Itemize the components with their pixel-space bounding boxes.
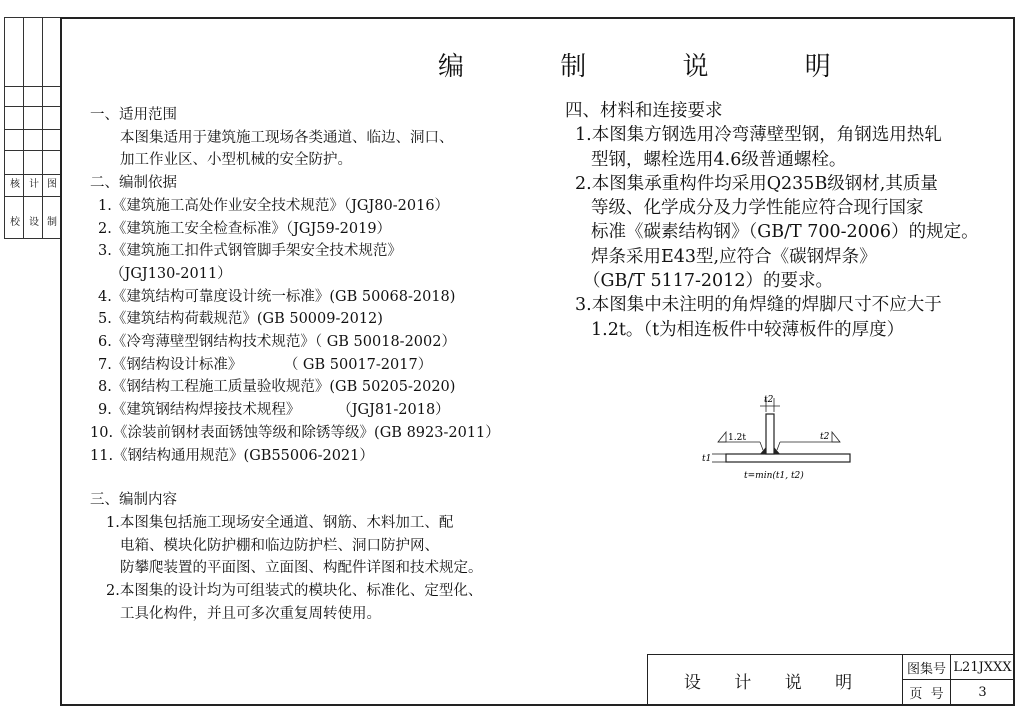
title-block <box>647 654 1014 705</box>
fillet-weld-diagram <box>700 392 860 484</box>
paragraph-line: 1.2t。（t为相连板件中较薄板件的厚度） <box>591 319 905 340</box>
formula-label: t=min(t1, t2) <box>744 471 804 481</box>
margin-label: 校 <box>10 217 20 228</box>
paragraph-line: 1.本图集包括施工现场安全通道、钢筋、木料加工、配 <box>106 514 454 531</box>
page-number-value: 3 <box>950 680 1014 705</box>
paragraph-line: 型钢，螺栓选用4.6级普通螺栓。 <box>591 149 847 170</box>
section-heading: 二、编制依据 <box>90 175 177 192</box>
label-t1: t1 <box>702 454 712 464</box>
paragraph-line: 2.本图集的设计均为可组装式的模块化、标准化、定型化、 <box>106 583 483 600</box>
margin-label: 计 <box>29 179 39 190</box>
paragraph-line: （GB/T 5117-2012）的要求。 <box>583 271 833 292</box>
section-heading: 三、编制内容 <box>90 492 177 509</box>
page-title: 编 制 说 明 <box>438 52 875 82</box>
page-number-label: 页 号 <box>902 680 950 705</box>
margin-label: 制 <box>47 217 57 228</box>
weld-right <box>774 447 780 454</box>
paragraph-line: 标准《碳素结构钢》（GB/T 700-2006）的规定。 <box>591 222 979 243</box>
base-plate <box>726 454 850 462</box>
paragraph-line: 防攀爬装置的平面图、立面图、构配件详图和技术规定。 <box>120 560 483 577</box>
signature-strip <box>4 17 60 239</box>
reference-item: （JGJ130-2011） <box>110 265 232 282</box>
paragraph-line: 加工作业区、小型机械的安全防护。 <box>120 152 352 169</box>
reference-item: 10.《涂装前钢材表面锈蚀等级和除锈等级》(GB 8923-2011） <box>90 424 500 441</box>
reference-item: 5.《建筑结构荷载规范》(GB 50009-2012) <box>98 311 383 328</box>
reference-item: 3.《建筑施工扣件式钢管脚手架安全技术规范》 <box>98 243 402 260</box>
reference-item: 1.《建筑施工高处作业安全技术规范》（JGJ80-2016） <box>98 197 450 214</box>
reference-item: 7.《钢结构设计标准》 （ GB 50017-2017） <box>98 356 433 373</box>
paragraph-line: 1.本图集方钢选用冷弯薄壁型钢，角钢选用热轧 <box>575 125 942 146</box>
atlas-number-label: 图集号 <box>902 655 950 680</box>
reference-item: 4.《建筑结构可靠度设计统一标准》(GB 50068-2018) <box>98 288 456 305</box>
paragraph-line: 等级、化学成分及力学性能应符合现行国家 <box>591 198 924 219</box>
paragraph-line: 本图集适用于建筑施工现场各类通道、临边、洞口、 <box>120 129 454 146</box>
section-heading: 一、适用范围 <box>90 107 177 123</box>
weld-left <box>760 447 766 454</box>
drawing-name: 设 计 说 明 <box>683 672 867 693</box>
label-weld-size: 1.2t <box>728 433 746 443</box>
reference-item: 8.《钢结构工程施工质量验收规范》(GB 50205-2020) <box>98 379 456 396</box>
margin-label: 核 <box>10 179 20 190</box>
label-t2-top: t2 <box>764 395 774 405</box>
paragraph-line: 3.本图集中未注明的角焊缝的焊脚尺寸不应大于 <box>575 295 942 316</box>
right-column <box>565 99 979 342</box>
section-heading: 四、材料和连接要求 <box>565 101 723 121</box>
reference-item: 6.《冷弯薄壁型钢结构技术规范》（ GB 50018-2002） <box>98 334 456 351</box>
label-t2-right: t2 <box>820 432 830 442</box>
reference-item: 11.《钢结构通用规范》(GB55006-2021） <box>90 447 374 464</box>
margin-label: 图 <box>47 179 57 190</box>
margin-label: 设 <box>29 217 39 228</box>
paragraph-line: 焊条采用E43型,应符合《碳钢焊条》 <box>591 246 877 267</box>
paragraph-line: 工具化构件，并且可多次重复周转使用。 <box>120 605 381 622</box>
atlas-number-value: L21JXXX <box>950 655 1014 680</box>
reference-item: 9.《建筑钢结构焊接技术规程》 （JGJ81-2018） <box>98 402 450 419</box>
paragraph-line: 电箱、模块化防护棚和临边防护栏、洞口防护网、 <box>120 537 439 554</box>
left-column <box>90 104 500 625</box>
paragraph-line: 2.本图集承重构件均采用Q235B级钢材,其质量 <box>575 173 938 194</box>
vertical-plate <box>766 414 774 454</box>
reference-item: 2.《建筑施工安全检查标准》（JGJ59-2019） <box>98 220 392 237</box>
